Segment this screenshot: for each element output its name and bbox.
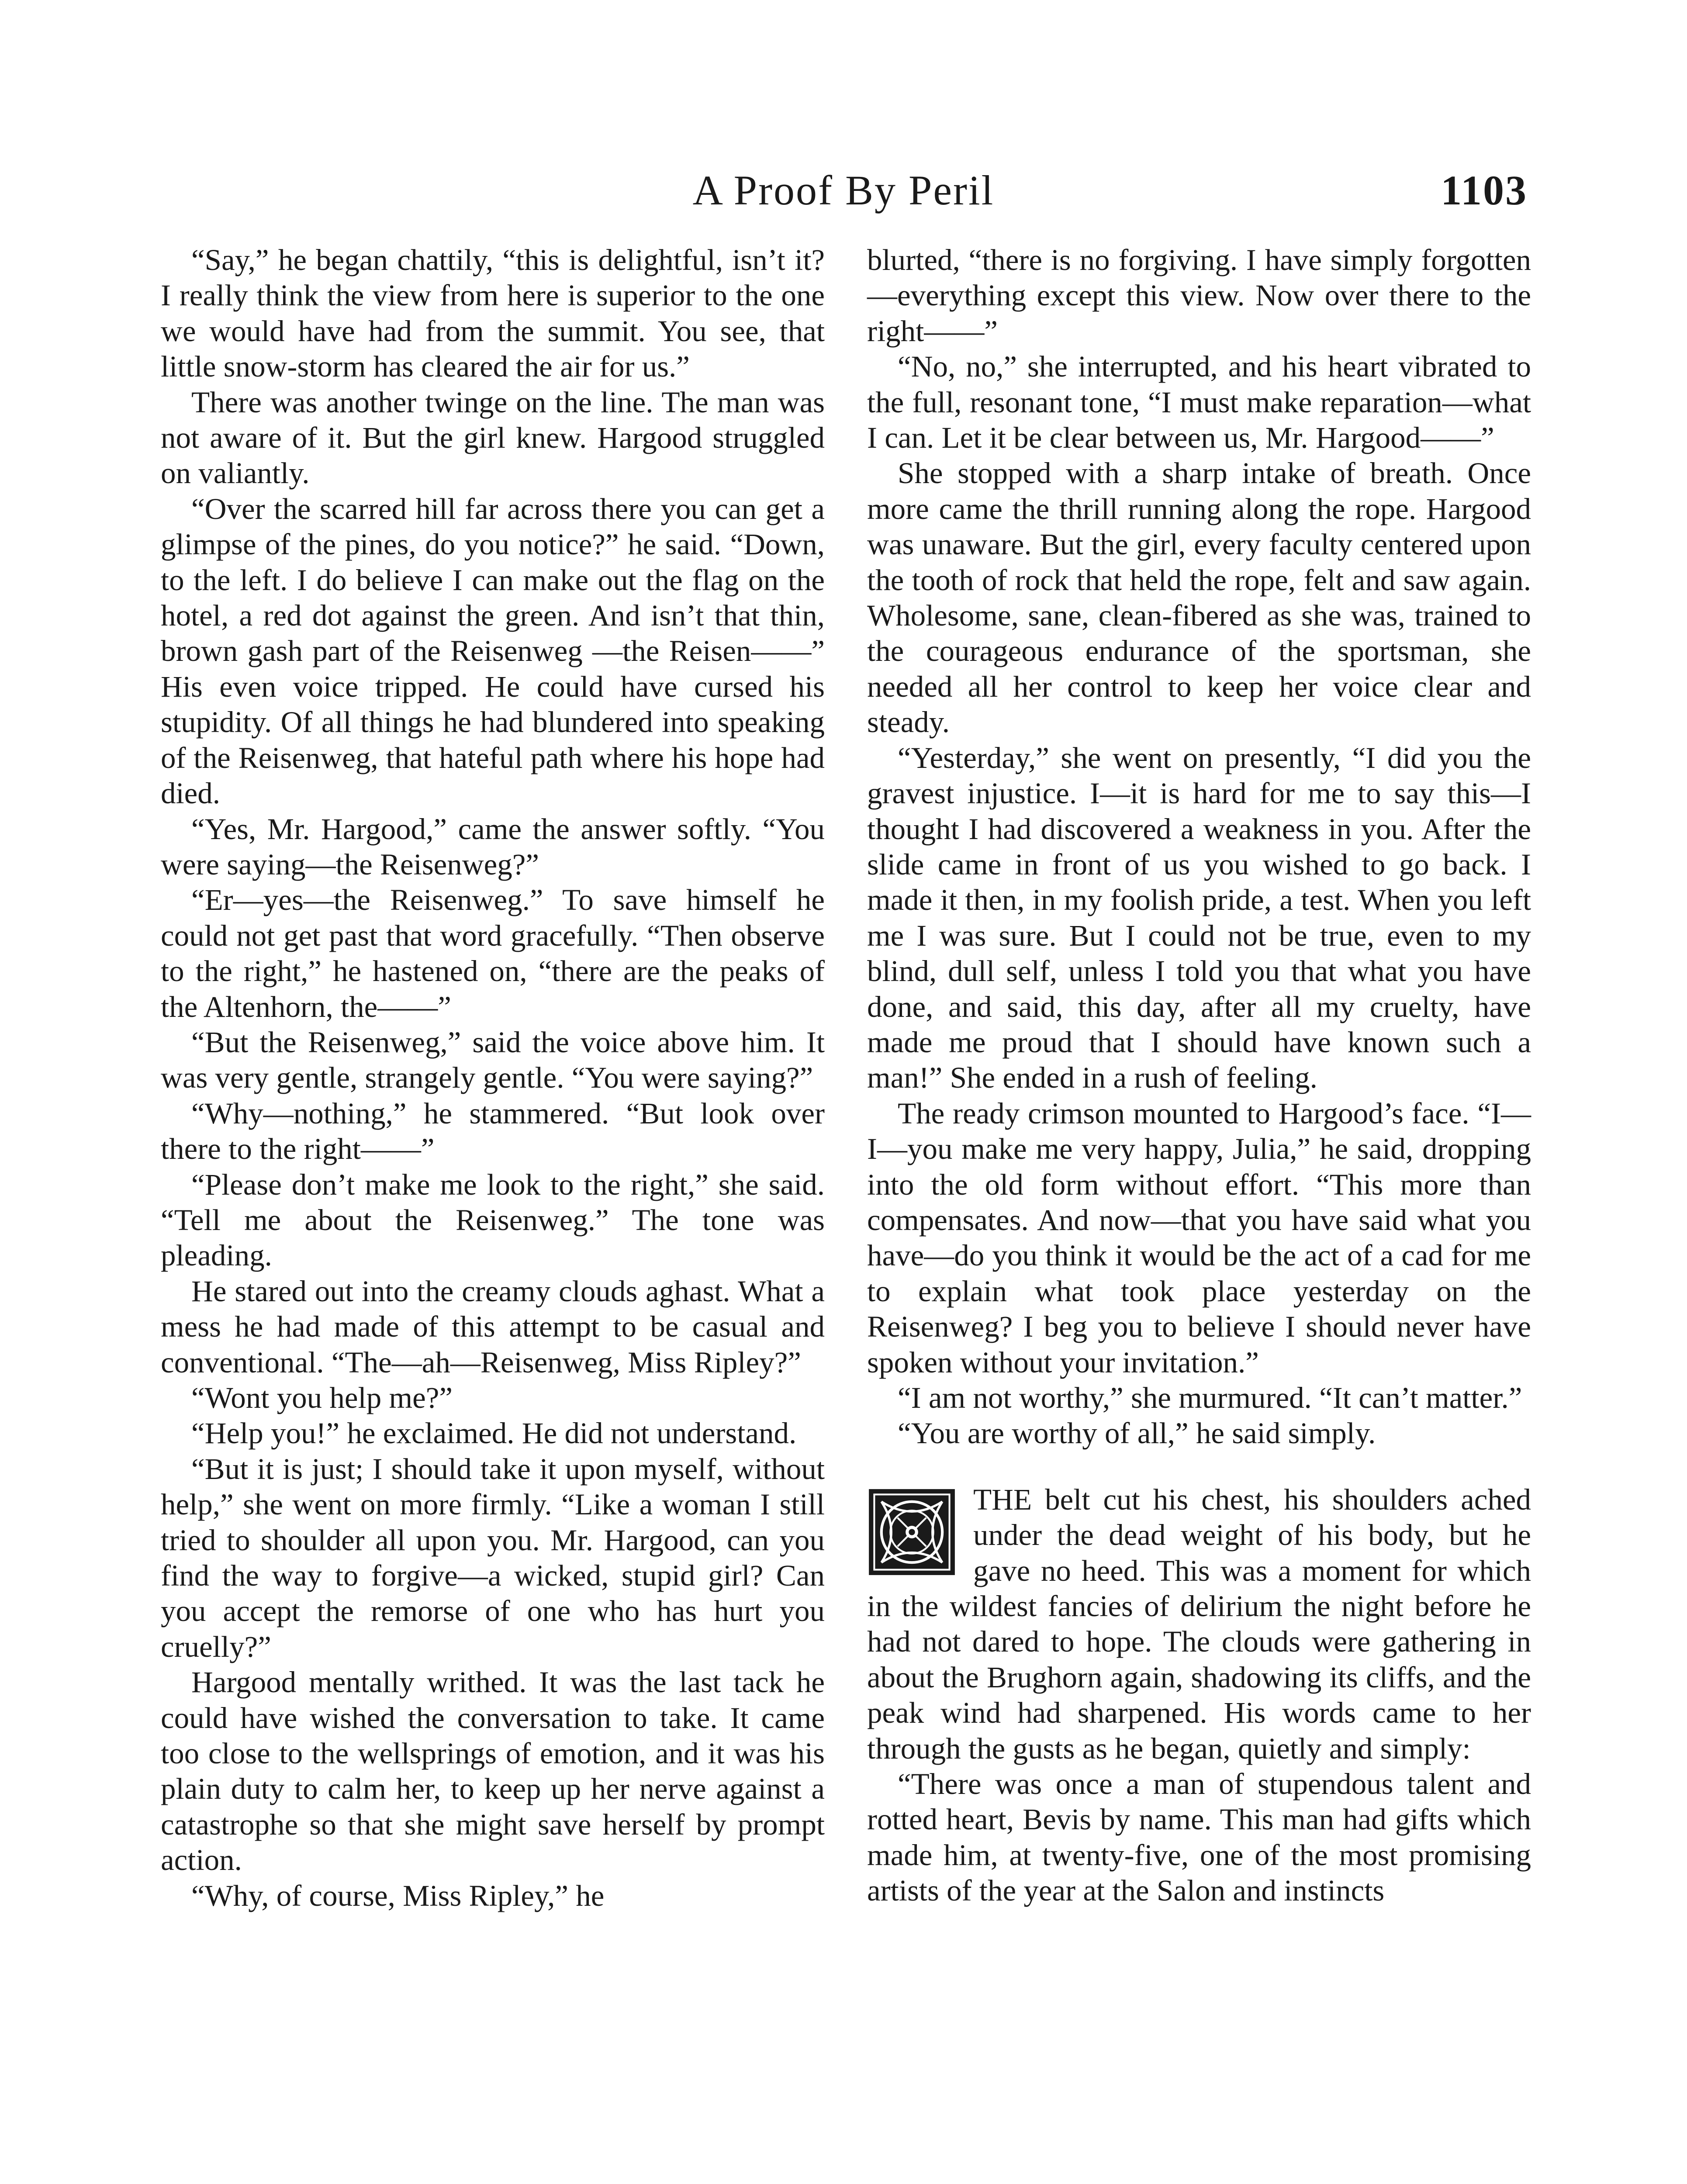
paragraph: “No, no,” she interrupted, and his heart vibrated to the full, resonant tone, “I must make reparation—what I can. Let it be clear between us, Mr. Hargood——” [867, 350, 1531, 455]
paragraph: “Yes, Mr. Hargood,” came the answer softly. “You were saying—the Reisenweg?” [161, 812, 825, 881]
paragraph: “Er—yes—the Reisenweg.” To save himself he could not get past that word gracefully. “Then observe to the right,” he hastened on, “there are the peaks of the Altenhorn, the——” [161, 883, 825, 1023]
section-opening-paragraph: THE belt cut his chest, his shoulders ached under the dead weight of his body, but he gave no heed. This was a moment for which in the wildest fancies of delirium the night before he had not dared to hope. The clouds were gathering in about the Brughorn again, shadowing its cliffs, and the peak wind had sharpened. His words came to her through the gusts as he began, quietly and simply: [867, 1482, 1531, 1765]
paragraph: “But it is just; I should take it upon myself, without help,” she went on more firmly. “Like a woman I still tried to shoulder all upon you. Mr. Hargood, can you find the way to forgive—a wicked, stupid girl? Can you accept the remorse of one who has hurt you cruelly?” [161, 1452, 825, 1663]
paragraph: “Help you!” he exclaimed. He did not understand. [191, 1417, 797, 1450]
paragraph: “Say,” he began chattily, “this is delightful, isn’t it? I really think the view from here is superior to the one we would have had from the summit. You see, that little snow-storm has cleared the air for us.” [161, 243, 825, 384]
paragraph: She stopped with a sharp intake of breath. Once more came the thrill running along the rope. Hargood was unaware. But the girl, every faculty centered upon the tooth of rock that held the rope, felt and saw again. Wholesome, sane, clean-fibered as she was, trained to the courageous endurance of the sportsman, she needed all her control to keep her voice clear and steady. [867, 456, 1531, 739]
paragraph: “Over the scarred hill far across there you can get a glimpse of the pines, do you notice?” he said. “Down, to the left. I do believe I can make out the flag on the hotel, a red dot against the green. And isn’t that thin, brown gash part of the Reisenweg —the Reisen——” His even voice tripped. He could have cursed his stupidity. Of all things he had blundered into speaking of the Reisenweg, that hateful path where his hope had died. [161, 492, 825, 810]
celtic-knot-ornament-icon [867, 1487, 957, 1577]
paragraph: “I am not worthy,” she murmured. “It can’t matter.” [898, 1381, 1522, 1414]
paragraph: “But the Reisenweg,” said the voice above him. It was very gentle, strangely gentle. “You were saying?” [161, 1025, 825, 1095]
paragraph: “Why, of course, Miss Ripley,” he [191, 1879, 605, 1912]
paragraph: He stared out into the creamy clouds aghast. What a mess he had made of this attempt to be casual and conventional. “The—ah—Reisenweg, Miss Ripley?” [161, 1274, 825, 1379]
paragraph: “Why—nothing,” he stammered. “But look over there to the right——” [161, 1096, 825, 1166]
paragraph: “Wont you help me?” [191, 1381, 453, 1414]
running-title: A Proof By Peril [692, 167, 995, 214]
paragraph: There was another twinge on the line. The man was not aware of it. But the girl knew. Hargood struggled on valiantly. [161, 385, 825, 490]
paragraph: The ready crimson mounted to Hargood’s face. “I—I—you make me very happy, Julia,” he said, dropping into the old form without effort. “This more than compensates. And now—that you have said what you have—do you think it would be the act of a cad for me to explain what took place yesterday on the Reisenweg? I beg you to believe I should never have spoken without your invitation.” [867, 1096, 1531, 1379]
paragraph: “You are worthy of all,” he said simply. [898, 1417, 1376, 1450]
running-header [0, 157, 1687, 227]
paragraph: “Please don’t make me look to the right,” she said. “Tell me about the Reisenweg.” The tone was pleading. [161, 1168, 825, 1272]
left-column [161, 242, 825, 1914]
section-break [867, 1451, 1531, 1482]
page-number: 1103 [1441, 167, 1528, 214]
right-column [867, 242, 1531, 1909]
paragraph: “There was once a man of stupendous talent and rotted heart, Bevis by name. This man had gifts which made him, at twenty-five, one of the most promising artists of the year at the Salon and instincts [867, 1767, 1531, 1908]
paragraph: “Yesterday,” she went on presently, “I did you the gravest injustice. I—it is hard for me to say this—I thought I had discovered a weakness in you. After the slide came in front of us you wished to go back. I made it then, in my foolish pride, a test. When you left me I was sure. But I could not be true, even to my blind, dull self, unless I told you that what you have done, and said, this day, after all my cruelty, have made me proud that I should have known such a man!” She ended in a rush of feeling. [867, 741, 1531, 1095]
continued-paragraph: blurted, “there is no forgiving. I have simply forgotten—everything except this view. Now over there to the right——” [867, 243, 1531, 348]
paragraph: Hargood mentally writhed. It was the last tack he could have wished the conversation to take. It came too close to the wellsprings of emotion, and it was his plain duty to calm her, to keep up her nerve against a catastrophe so that she might save herself by prompt action. [161, 1666, 825, 1877]
